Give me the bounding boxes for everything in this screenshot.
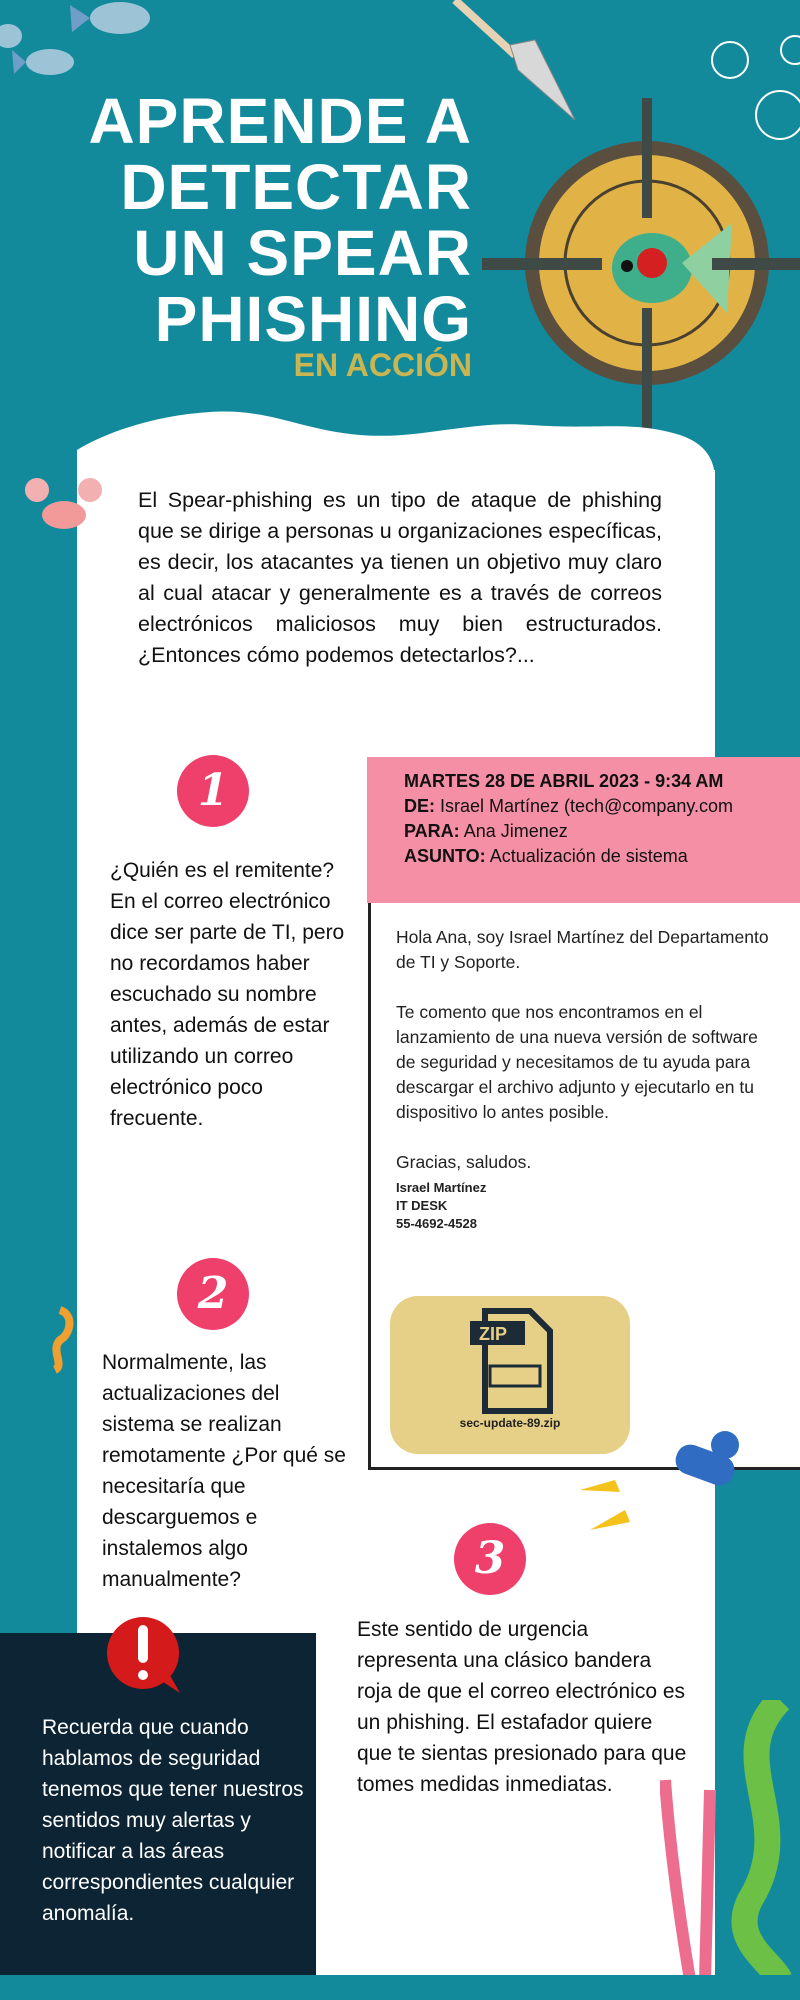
step-number-3: 3 [454, 1523, 526, 1595]
email-body [368, 903, 800, 1470]
seaweed-coral-illustration [660, 1700, 800, 1980]
subtitle: EN ACCIÓN [293, 347, 472, 383]
intro-text: El Spear-phishing es un tipo de ataque de phishing que se dirige a personas u organizaciones específicas, es decir, los atacantes ya tienen un objetivo muy claro al cual atacar y generalmente es a través de correos electrónicos maliciosos muy bien estructurados. ¿Entonces cómo podemos detectarlos?... [138, 488, 662, 667]
email-date: MARTES 28 DE ABRIL 2023 - 9:34 AM [404, 771, 724, 791]
alert-exclamation-icon [105, 1615, 185, 1695]
email-signature [396, 1179, 800, 1233]
attachment-filename[interactable]: sec-update-89.zip [459, 1416, 561, 1430]
crab-illustration [22, 465, 107, 545]
step-number-2: 2 [177, 1258, 249, 1330]
email-paragraph: Te comento que nos encontramos en el lanzamiento de una nueva versión de software de seguridad y necesitamos de tu ayuda para descargar el archivo adjunto y ejecutarlo en tu dispositivo lo antes posible. [396, 1002, 758, 1122]
email-from: Israel Martínez (tech@company.com [440, 796, 734, 816]
seahorse-illustration [40, 1305, 80, 1375]
email-subject: Actualización de sistema [489, 846, 688, 866]
fish-school-illustration [0, 0, 160, 80]
zip-badge: ZIP [479, 1324, 508, 1344]
step-number-1: 1 [177, 755, 249, 827]
footer-strip [0, 1975, 800, 2000]
reminder-text: Recuerda que cuando hablamos de seguridad tenemos que tener nuestros sentidos muy alertas y notificar a las áreas correspondientes cualquier anomalía. [42, 1716, 304, 1925]
page-title [40, 85, 472, 355]
step-2-text: Normalmente, las actualizaciones del sistema se realizan remotamente ¿Por qué se necesitaría que descarguemos e instalemos algo manualmente? [102, 1351, 346, 1591]
zip-file-icon [465, 1306, 555, 1416]
title-line: PHISHING [154, 283, 472, 355]
signature-phone: 55-4692-4528 [396, 1216, 477, 1231]
email-paragraph: Gracias, saludos. [396, 1152, 532, 1172]
title-line: UN SPEAR [133, 217, 472, 289]
title-line: APRENDE A [88, 85, 472, 157]
subject-label: ASUNTO: [404, 846, 486, 866]
diver-illustration [575, 1420, 775, 1540]
to-label: PARA: [404, 821, 460, 841]
step-3-text: Este sentido de urgencia representa una clásico bandera roja de que el correo electrónico es un phishing. El estafador quiere que te sientas presionado para que tomes medidas inmediatas. [357, 1618, 687, 1796]
wave-divider [0, 390, 800, 480]
email-to: Ana Jimenez [463, 821, 568, 841]
target-crosshair-icon [482, 98, 800, 430]
email-paragraph: Hola Ana, soy Israel Martínez del Departamento de TI y Soporte. [396, 927, 769, 972]
title-line: DETECTAR [120, 151, 472, 223]
step-1-text: ¿Quién es el remitente? En el correo electrónico dice ser parte de TI, pero no recordamos haber escuchado su nombre antes, además de estar utilizando un correo electrónico poco frecuente. [110, 859, 345, 1130]
signature-name: Israel Martínez [396, 1180, 487, 1195]
email-header [367, 757, 800, 903]
from-label: DE: [404, 796, 435, 816]
signature-dept: IT DESK [396, 1198, 448, 1213]
